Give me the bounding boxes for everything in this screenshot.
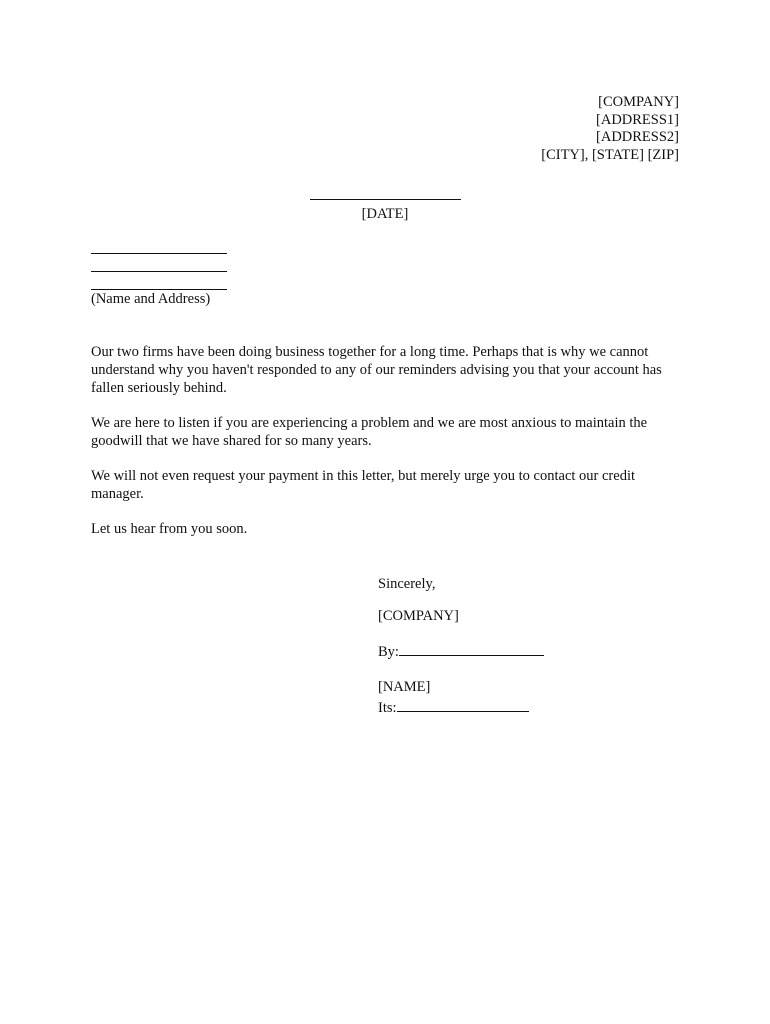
closing-its-row — [378, 697, 544, 718]
sender-city-state-zip: [CITY], [STATE] [ZIP] — [541, 147, 679, 164]
body-paragraph: We are here to listen if you are experiencing a problem and we are most anxious to maintain the goodwill that we have shared for so many years. — [91, 414, 648, 449]
recipient-blank-line — [91, 254, 227, 272]
recipient-block — [91, 236, 227, 308]
title-blank-line — [397, 697, 529, 712]
letter-body — [91, 344, 683, 557]
recipient-blank-line — [91, 272, 227, 290]
sender-company: [COMPANY] — [598, 94, 679, 110]
recipient-label: (Name and Address) — [91, 291, 211, 307]
date-label: [DATE] — [361, 206, 409, 222]
sender-address2: [ADDRESS2] — [596, 129, 679, 146]
body-paragraph: Let us hear from you soon. — [91, 521, 248, 538]
date-blank-line — [310, 182, 461, 200]
body-paragraph: Our two firms have been doing business together for a long time. Perhaps that is why we cannot understand why you haven't responded to any of our reminders advising you that your account has fallen seriously behind. — [91, 344, 662, 396]
its-label: Its: — [378, 699, 397, 716]
closing-company: [COMPANY] — [378, 608, 459, 625]
closing-salutation: Sincerely, — [378, 576, 436, 592]
date-block — [0, 182, 770, 223]
recipient-blank-line — [91, 236, 227, 254]
closing-by-row — [378, 641, 544, 662]
by-label: By: — [378, 644, 399, 661]
sender-address-block — [541, 94, 679, 165]
body-paragraph: We will not even request your payment in this letter, but merely urge you to contact our credit manager. — [91, 468, 635, 502]
signature-blank-line — [399, 641, 544, 656]
closing-name: [NAME] — [378, 679, 431, 696]
sender-address1: [ADDRESS1] — [596, 111, 679, 128]
closing-block — [378, 576, 544, 717]
